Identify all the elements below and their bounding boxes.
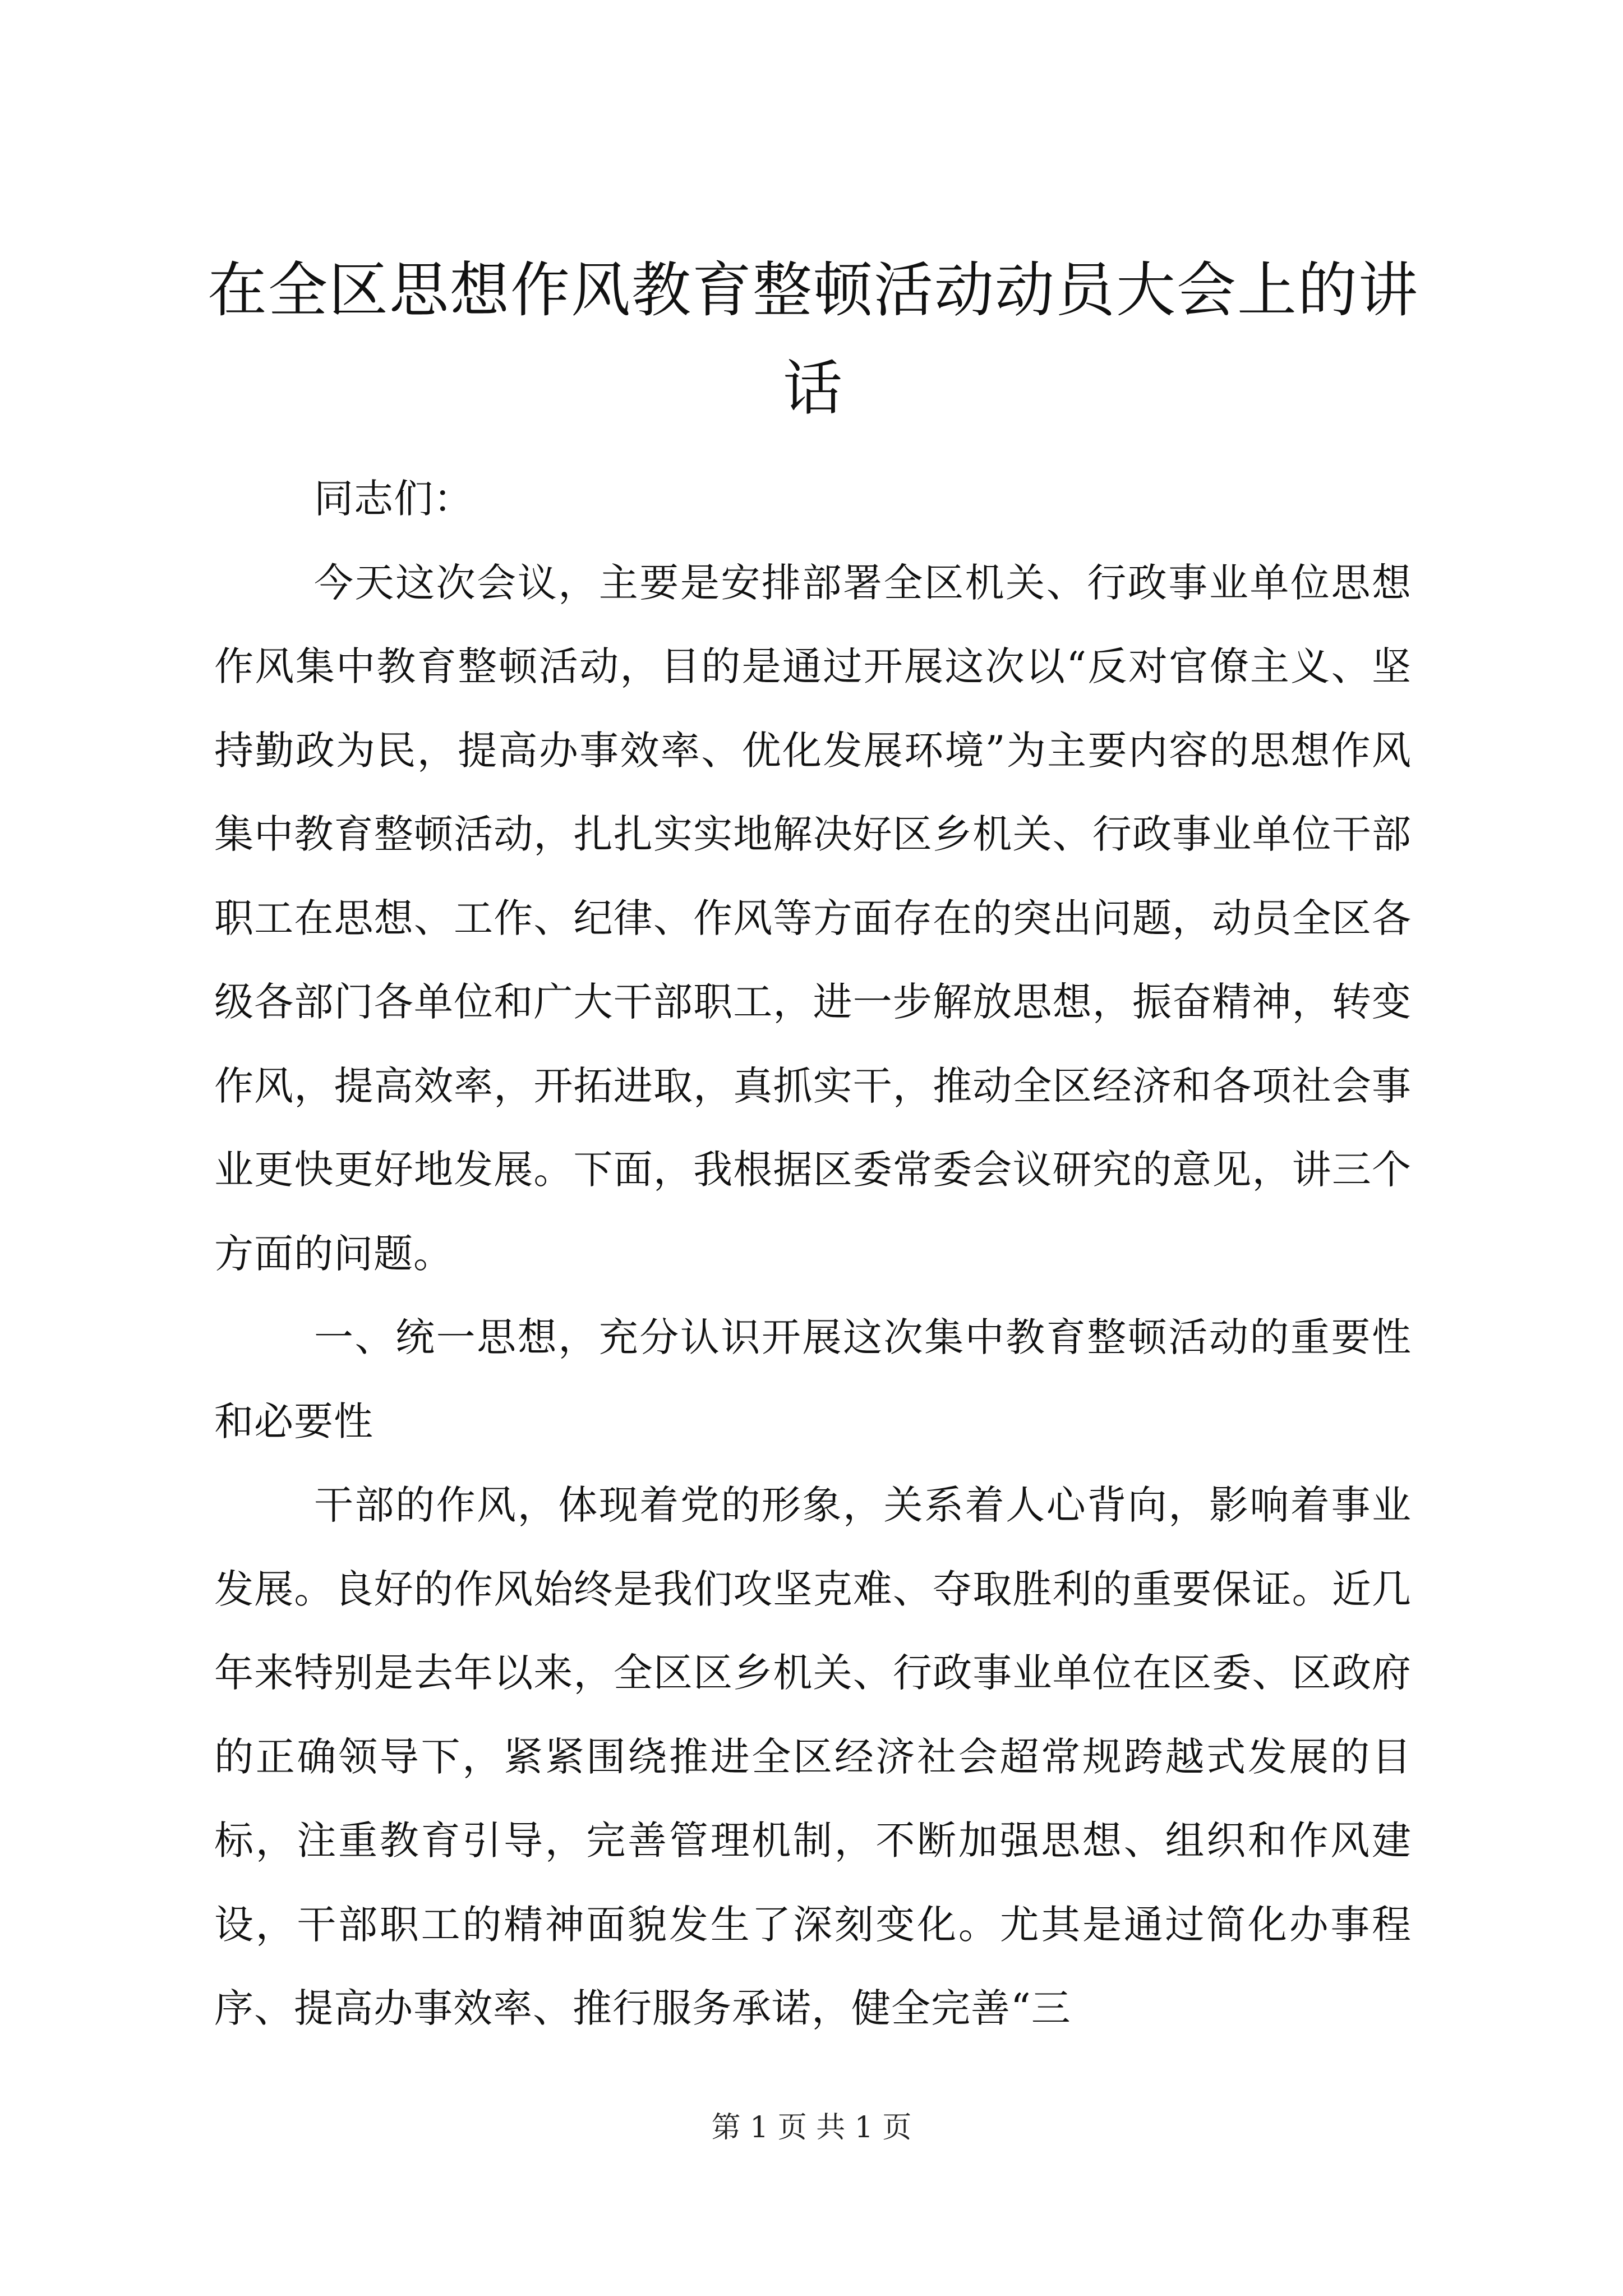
document-body: [214, 457, 1412, 2051]
section-heading-1: 一、统一思想，充分认识开展这次集中教育整顿活动的重要性和必要性: [214, 1314, 1412, 1444]
document-title: 在全区思想作风教育整顿活动动员大会上的讲话: [208, 256, 1419, 423]
page-number-footer: 第 1 页 共 1 页: [711, 2111, 912, 2145]
intro-paragraph: 今天这次会议，主要是安排部署全区机关、行政事业单位思想作风集中教育整顿活动，目的是通过开展这次以“反对官僚主义、坚持勤政为民，提高办事效率、优化发展环境”为主要内容的思想作风集中教育整顿活动，扎扎实实地解决好区乡机关、行政事业单位干部职工在思想、工作、纪律、作风等方面存在的突出问题，动员全区各级各部门各单位和广大干部职工，进一步解放思想，振奋精神，转变作风，提高效率，开拓进取，真抓实干，推动全区经济和各项社会事业更快更好地发展。下面，我根据区委常委会议研究的意见，讲三个方面的问题。: [214, 559, 1412, 1277]
salutation-paragraph: 同志们：: [314, 476, 473, 522]
body-paragraph: 干部的作风，体现着党的形象，关系着人心背向，影响着事业发展。良好的作风始终是我们攻坚克难、夺取胜利的重要保证。近几年来特别是去年以来，全区区乡机关、行政事业单位在区委、区政府的正确领导下，紧紧围绕推进全区经济社会超常规跨越式发展的目标，注重教育引导，完善管理机制，不断加强思想、组织和作风建设，干部职工的精神面貌发生了深刻变化。尤其是通过简化办事程序、提高办事效率、推行服务承诺，健全完善“三: [214, 1482, 1412, 2031]
